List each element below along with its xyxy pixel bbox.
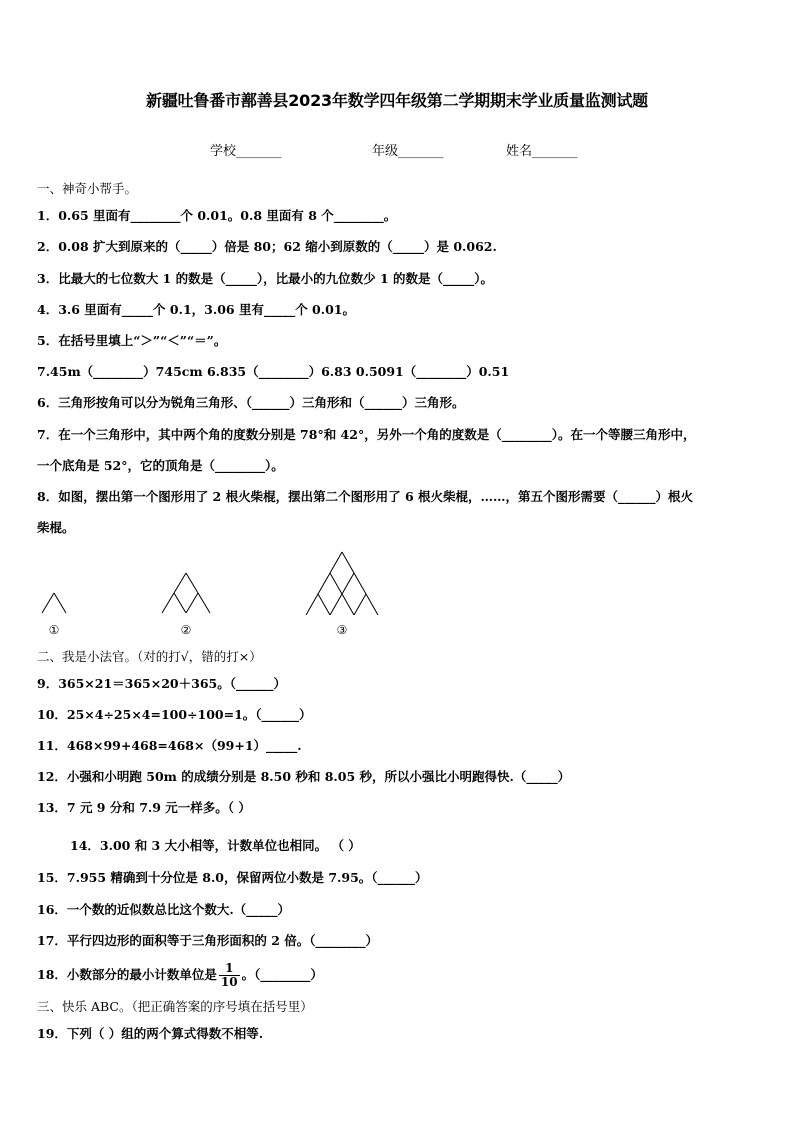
question-8-line1: 8．如图，摆出第一个图形用了 2 根火柴棍，摆出第二个图形用了 6 根火柴棍，……，第五个图形需要（______）根火 — [37, 489, 694, 504]
student-info-row — [0, 140, 794, 160]
figure-1-label: ① — [48, 623, 60, 637]
section3-heading: 三、快乐 ABC。（把正确答案的序号填在括号里） — [37, 999, 313, 1014]
figure-3-stick — [354, 594, 366, 615]
question-9: 9．365×21＝365×20＋365。（______） — [37, 676, 286, 691]
fraction-numerator: 1 — [219, 962, 240, 976]
question-7-line2: 一个底角是 52°，它的顶角是（________）。 — [37, 458, 284, 473]
matchstick-figures — [0, 540, 420, 645]
question-19: 19．下列（ ）组的两个算式得数不相等. — [37, 1026, 264, 1041]
figure-2-stick — [162, 593, 174, 613]
question-12: 12．小强和小明跑 50m 的成绩分别是 8.50 秒和 8.05 秒，所以小强比小明跑得快.（_____） — [37, 769, 571, 784]
figure-3-stick — [306, 552, 342, 615]
question-17: 17．平行四边形的面积等于三角形面积的 2 倍。（________） — [37, 933, 379, 948]
question-13: 13．7 元 9 分和 7.9 元一样多。（ ） — [37, 800, 251, 815]
figure-2-stick — [198, 593, 210, 613]
figure-2-stick — [174, 593, 186, 613]
question-1: 1．0.65 里面有________个 0.01。0.8 里面有 8 个________。 — [37, 208, 397, 223]
fraction-one-tenth — [219, 962, 240, 989]
figure-2-label: ② — [180, 623, 192, 637]
question-16: 16．一个数的近似数总比这个数大.（_____） — [37, 902, 290, 917]
figure-3-stick — [342, 552, 378, 615]
school-field: 学校_______ — [210, 144, 282, 159]
figure-2-stick — [186, 593, 198, 613]
figure-2-stick — [186, 573, 198, 593]
question-5: 5．在括号里填上“＞”“＜”“＝”。 — [37, 333, 227, 348]
question-18-prefix: 18．小数部分的最小计数单位是 — [37, 967, 217, 982]
question-8-line2: 柴棍。 — [37, 520, 75, 535]
grade-field: 年级_______ — [372, 144, 444, 159]
name-field: 姓名_______ — [506, 144, 578, 159]
fraction-denominator: 10 — [220, 975, 238, 989]
question-3: 3．比最大的七位数大 1 的数是（_____），比最小的九位数少 1 的数是（_____）。 — [37, 271, 494, 286]
question-11: 11．468×99+468=468×（99+1）_____. — [37, 738, 302, 753]
question-4: 4．3.6 里面有_____个 0.1，3.06 里有_____个 0.01。 — [37, 302, 355, 317]
question-6: 6．三角形按角可以分为锐角三角形、（______）三角形和（______）三角形。 — [37, 395, 465, 410]
question-5-items: 7.45m（________）745cm 6.835（________）6.83 0.5091（________）0.51 — [37, 364, 510, 379]
question-7-line1: 7．在一个三角形中，其中两个角的度数分别是 78°和 42°，另外一个角的度数是（________）。在一个等腰三角形中， — [37, 427, 696, 442]
question-18 — [37, 960, 323, 990]
section1-heading: 一、神奇小帮手。 — [37, 181, 138, 196]
figure-3-stick — [318, 594, 330, 615]
question-10: 10．25×4÷25×4=100÷100=1。（______） — [37, 707, 312, 722]
figure-1-stick-right — [54, 593, 66, 613]
question-15: 15．7.955 精确到十分位是 8.0，保留两位小数是 7.95。（______） — [37, 870, 428, 885]
question-18-suffix: 。（________） — [241, 967, 323, 982]
figure-2-stick — [174, 573, 186, 593]
figure-1 — [42, 593, 66, 613]
figure-1-stick-left — [42, 593, 54, 613]
figure-3 — [306, 552, 378, 615]
question-14: 14．3.00 和 3 大小相等，计数单位也相同。 （ ） — [70, 838, 361, 853]
exam-title: 新疆吐鲁番市鄯善县2023年数学四年级第二学期期末学业质量监测试题 — [146, 91, 648, 110]
figure-3-label: ③ — [336, 623, 348, 637]
section2-heading: 二、我是小法官。（对的打√，错的打×） — [37, 649, 262, 664]
figure-2 — [162, 573, 210, 613]
question-2: 2．0.08 扩大到原来的（_____）倍是 80；62 缩小到原数的（_____）是 0.062. — [37, 239, 497, 254]
